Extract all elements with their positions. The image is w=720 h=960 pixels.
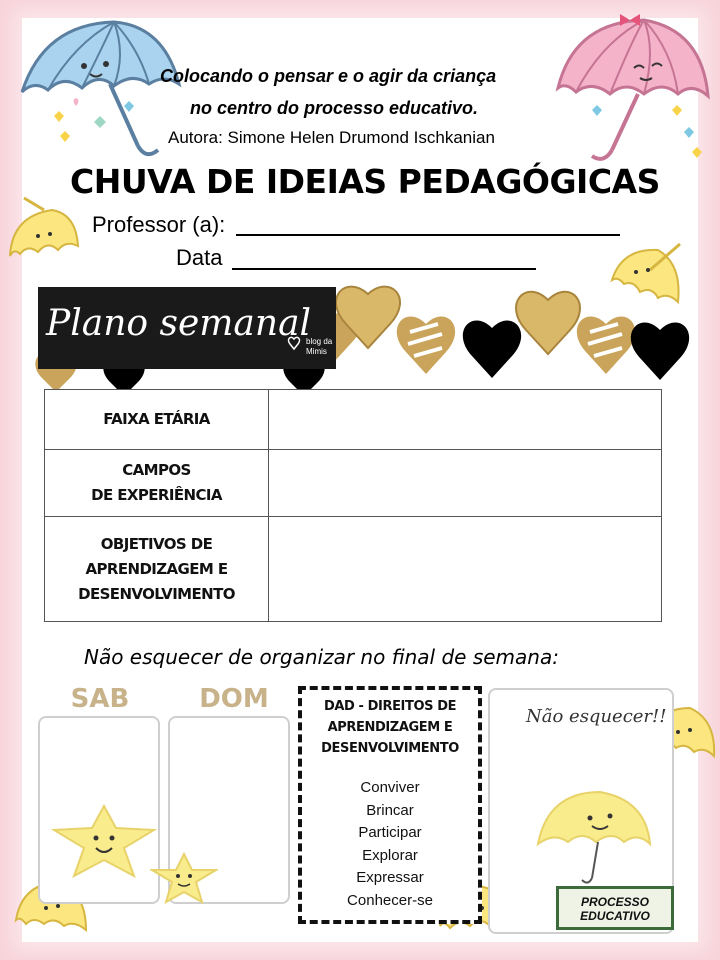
sab-label: SAB: [70, 684, 130, 714]
table-row: [45, 390, 662, 450]
row-label-line: DESENVOLVIMENTO: [78, 584, 235, 603]
banner-title: Plano semanal: [46, 303, 312, 344]
row-label-objetivos: [45, 517, 269, 622]
row-label-line: APRENDIZAGEM E: [85, 559, 228, 578]
subtitle-line-1: Colocando o pensar e o agir da criança: [160, 66, 497, 86]
objetivos-field[interactable]: [269, 517, 662, 622]
button-line-2: EDUCATIVO: [580, 909, 650, 923]
brand-line-1: blog da: [306, 337, 333, 346]
row-label-line: DE EXPERIÊNCIA: [91, 486, 222, 504]
dad-list: [302, 777, 478, 912]
blue-umbrella-icon: [14, 14, 184, 164]
professor-field[interactable]: [236, 234, 620, 236]
dad-item: Conhecer-se: [347, 891, 433, 909]
dom-label: DOM: [199, 684, 269, 714]
dad-item: Conviver: [360, 779, 420, 796]
row-label-faixa-etaria: [45, 390, 269, 450]
star-icon: [50, 804, 158, 878]
table-row: [45, 450, 662, 517]
date-label: Data: [176, 245, 223, 270]
dad-item: Expressar: [356, 869, 424, 886]
row-label-line: FAIXA ETÁRIA: [103, 410, 210, 428]
button-line-1: PROCESSO: [580, 895, 649, 909]
star-icon: [150, 852, 218, 904]
yellow-umbrella-icon: [534, 786, 654, 886]
heart-icon: [286, 335, 302, 351]
author-line: Autora: Simone Helen Drumond Ischkanian: [168, 128, 495, 147]
planning-table: [44, 389, 662, 622]
weekend-reminder: Não esquecer de organizar no final de semana:: [84, 645, 559, 669]
pink-umbrella-icon: [552, 10, 712, 170]
heart-icon: [463, 321, 521, 378]
dad-title-line: DAD - DIREITOS DE: [323, 699, 457, 714]
notes-title: Não esquecer!!: [526, 706, 667, 727]
dad-box: [298, 686, 482, 924]
brand-line-2: Mimis: [306, 347, 327, 356]
row-label-line: OBJETIVOS DE: [100, 534, 213, 553]
yellow-umbrella-icon: [4, 196, 80, 276]
heart-icon: [631, 323, 689, 380]
page-title: CHUVA DE IDEIAS PEDAGÓGICAS: [70, 162, 660, 201]
dad-title-line: DESENVOLVIMENTO: [321, 741, 459, 756]
heart-icon: [397, 317, 455, 374]
dad-item: Explorar: [362, 846, 418, 864]
dad-item: Participar: [358, 824, 422, 841]
dad-title: [302, 696, 478, 759]
heart-icon: [516, 292, 580, 354]
row-label-line: CAMPOS: [122, 461, 191, 479]
dad-title-line: APRENDIZAGEM E: [327, 720, 453, 735]
campos-experiencia-field[interactable]: [269, 450, 662, 517]
table-row: [45, 517, 662, 622]
processo-educativo-button[interactable]: [556, 886, 674, 930]
plano-semanal-banner: [38, 287, 336, 369]
row-label-campos: [45, 450, 269, 517]
date-field[interactable]: [232, 268, 536, 270]
professor-label: Professor (a):: [92, 212, 226, 237]
heart-icon: [577, 317, 635, 374]
subtitle-line-2: no centro do processo educativo.: [190, 98, 479, 118]
dad-item: Brincar: [366, 801, 414, 819]
faixa-etaria-field[interactable]: [269, 390, 662, 450]
